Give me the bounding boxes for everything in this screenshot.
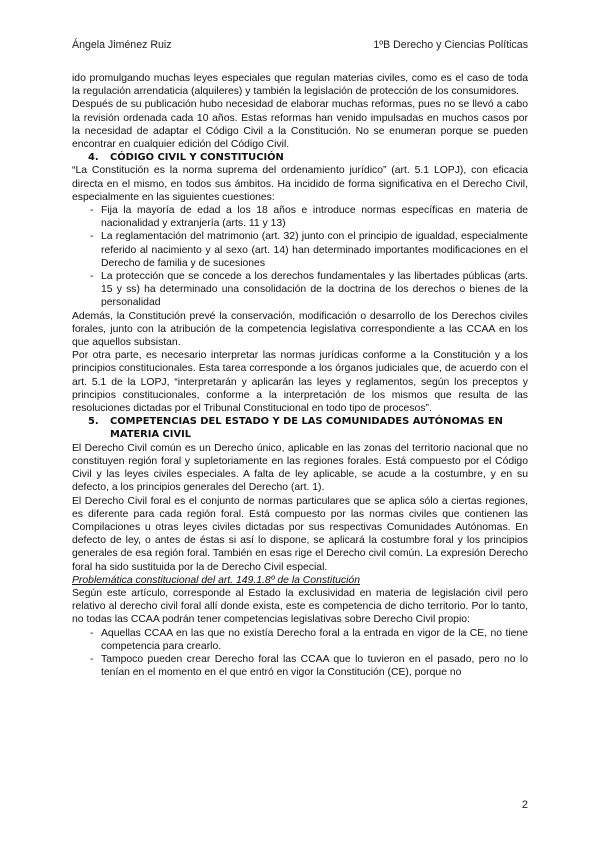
paragraph: Después de su publicación hubo necesidad de elaborar muchas reformas, pues no se llevó a cabo la revisión ordenada cada 10 años. Estas reformas han venido impulsadas en muchos casos por la necesidad de adaptar el Código Civil a la Constitución. No se enumeran porque se pueden encontrar en cualquier edición del Código Civil.	[72, 99, 528, 151]
page-number: 2	[521, 799, 528, 811]
list-item-text: Aquellas CCAA en las que no existía Derecho foral a la entrada en vigor de la CE, no tiene competencia para crearlo.	[101, 627, 528, 652]
bullet-list	[72, 204, 528, 310]
list-item-text: La reglamentación del matrimonio (art. 32) junto con el principio de igualdad, especialmente referido al nacimiento y al sexo (art. 14) han determinado importantes modificaciones en el Derecho de familia y de sucesiones	[101, 231, 528, 269]
section-number: 5.	[88, 416, 99, 428]
paragraph: Por otra parte, es necesario interpretar las normas jurídicas conforme a la Constitución y a los principios constitucionales. Esta tarea corresponde a los órganos judiciales que, de acuerdo con el art. 5.1 de la LOPJ, “interpretarán y aplicarán las leyes y reglamentos, según los preceptos y principios constitucionales, conforme a la interpretación de los mismos que resulta de las resoluciones dictadas por el Tribunal Constitucional en todo tipo de procesos”.	[72, 350, 528, 415]
dash-bullet: -	[90, 653, 94, 665]
list-item	[72, 627, 528, 653]
dash-bullet: -	[90, 271, 94, 283]
dash-bullet: -	[90, 205, 94, 217]
list-item	[72, 230, 528, 270]
bullet-list	[72, 627, 528, 680]
paragraph: “La Constitución es la norma suprema del ordenamiento jurídico” (art. 5.1 LOPJ), con eficacia directa en el mismo, en todos sus ámbitos. Ha incidido de forma significativa en el Derecho Civil, especialmente en las siguientes cuestiones:	[72, 165, 528, 203]
section-heading	[72, 151, 528, 164]
paragraph: ido promulgando muchas leyes especiales que regulan materias civiles, como es el caso de toda la regulación arrendaticia (alquileres) y también la legislación de protección de los consumidores.	[72, 73, 528, 98]
section-title: COMPETENCIAS DEL ESTADO Y DE LAS COMUNIDADES AUTÓNOMAS EN MATERIA CIVIL	[110, 416, 503, 441]
header-author: Ángela Jiménez Ruiz	[72, 39, 172, 51]
paragraph: El Derecho Civil foral es el conjunto de normas particulares que se aplica sólo a ciertas regiones, es diferente para cada región foral. Está compuesto por las normas civiles que contienen las Compilaciones u otras leyes civiles dictadas por sus respectivas Comunidades Autónomas. En defecto de ley, o antes de éstas si así lo dispone, se aplicará la costumbre foral y los principios generales de esa región foral. También en esas rige el Derecho civil común. La expresión Derecho foral ha sido sustituida por la de Derecho Civil especial.	[72, 495, 528, 573]
page-body	[72, 72, 528, 679]
header-course: 1ºB Derecho y Ciencias Políticas	[373, 39, 528, 51]
list-item	[72, 204, 528, 230]
subsection-title: Problemática constitucional del art. 149.1.8º de la Constitución	[72, 574, 360, 586]
list-item-text: Fija la mayoría de edad a los 18 años e introduce normas específicas en materia de nacionalidad y extranjería (arts. 11 y 13)	[101, 205, 528, 230]
list-item	[72, 653, 528, 679]
list-item	[72, 270, 528, 310]
dash-bullet: -	[90, 627, 94, 639]
list-item-text: La protección que se concede a los derechos fundamentales y las libertades públicas (arts. 15 y ss) ha determinado una consolidación de la doctrina de los derechos o bienes de la personalidad	[101, 271, 528, 309]
section-title: CÓDIGO CIVIL Y CONSTITUCIÓN	[110, 152, 284, 164]
dash-bullet: -	[90, 231, 94, 243]
section-number: 4.	[88, 152, 99, 164]
paragraph: El Derecho Civil común es un Derecho único, aplicable en las zonas del territorio nacional que no constituyen región foral y supletoriamente en las regiones forales. Está compuesto por el Código Civil y las leyes civiles especiales. A falta de ley aplicable, se acude a la costumbre, y en su defecto, a los principios generales del Derecho (art. 1).	[72, 442, 528, 494]
paragraph: Además, la Constitución prevé la conservación, modificación o desarrollo de los Derechos civiles forales, junto con la atribución de la competencia legislativa correspondiente a las CCAA en los que aquellos subsistan.	[72, 310, 528, 349]
paragraph: Según este artículo, corresponde al Estado la exclusividad en materia de legislación civil pero relativo al derecho civil foral allí donde exista, este es competencia de dicho territorio. Por lo tanto, no todas las CCAA podrán tener competencias legislativas sobre Derecho Civil propio:	[72, 587, 528, 626]
list-item-text: Tampoco pueden crear Derecho foral las CCAA que lo tuvieron en el pasado, pero no lo tenían en el momento en el que entró en vigor la Constitución (CE), porque no	[101, 653, 528, 679]
section-heading	[72, 415, 528, 441]
